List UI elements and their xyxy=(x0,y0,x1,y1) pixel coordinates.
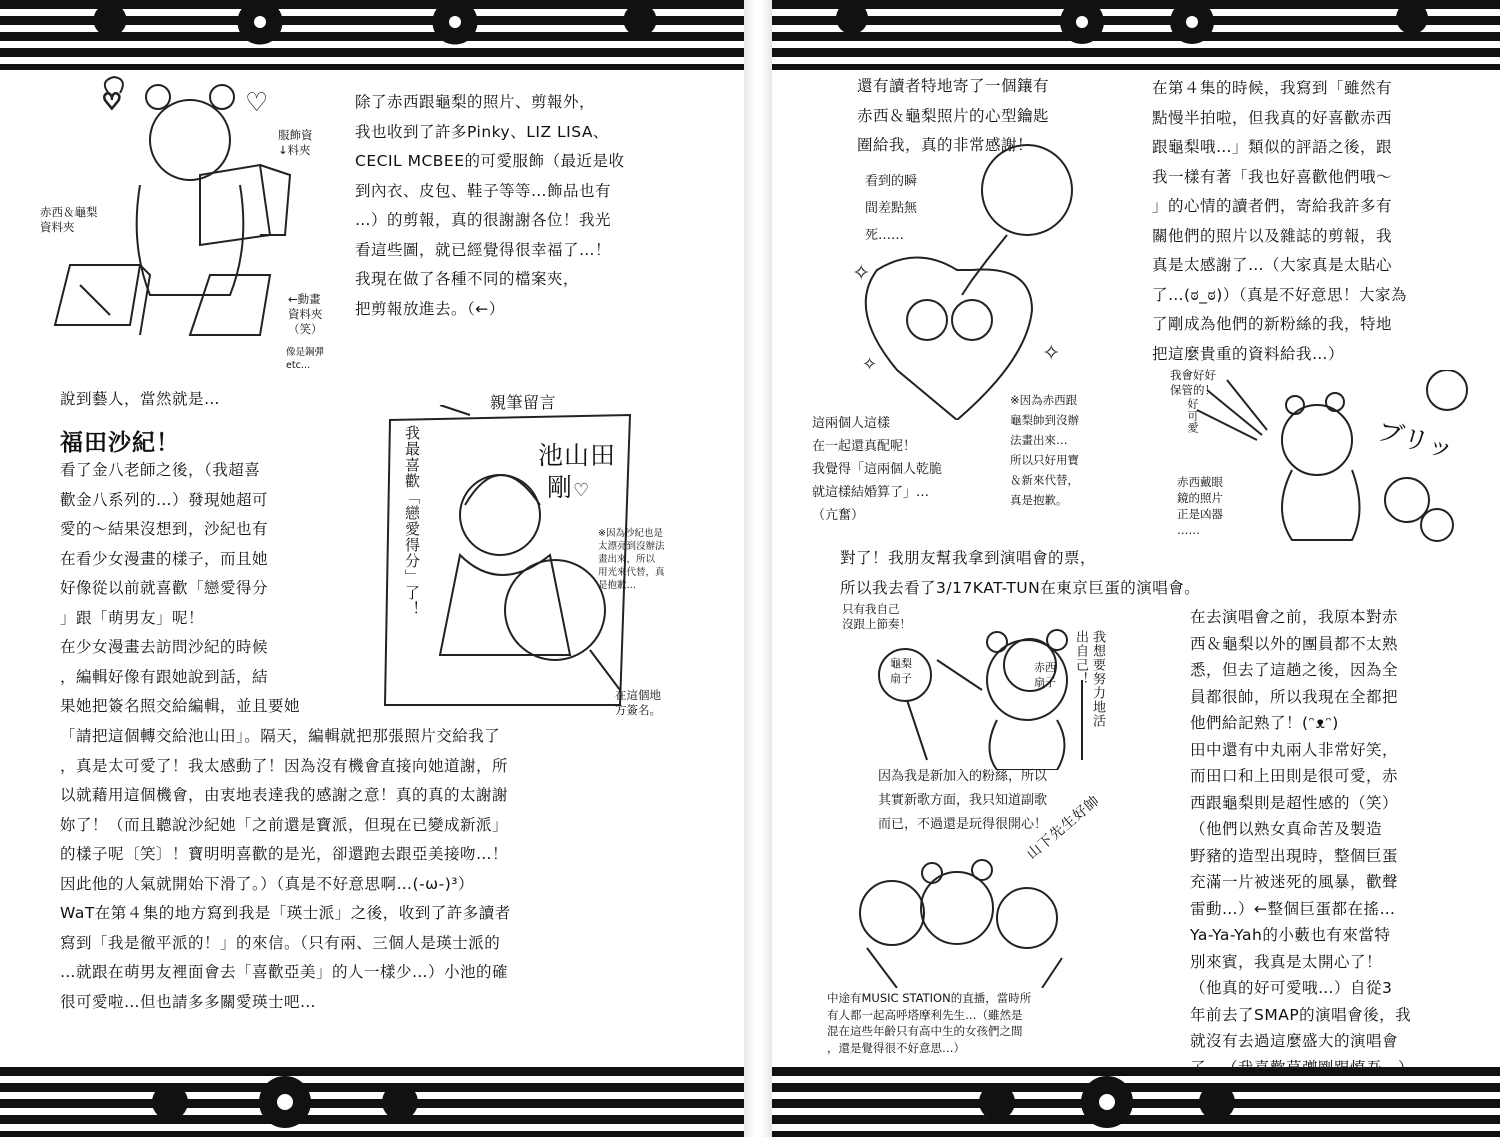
akanishi-folder-label: 赤西＆龜梨 資料夾 xyxy=(40,205,98,234)
anime-folder-note: 像是鋼彈 etc… xyxy=(286,347,325,371)
page-gutter xyxy=(744,0,772,1137)
sound-effect: ブリッ xyxy=(1373,416,1458,466)
anime-folder-label: ←動畫 資料夾 （笑） xyxy=(288,292,323,336)
photo-substitute-note: ※因為沙紀也是 太漂亮到沒辦法 畫出來，所以 用光來代替，真 是抱歉… xyxy=(598,528,665,591)
left-page xyxy=(0,0,744,1137)
kamenashi-fan-label: 龜梨 扇子 xyxy=(890,657,912,685)
sign-here-note: 在這個地 方簽名。 xyxy=(615,688,661,717)
left-paragraph-3: WaT在第４集的地方寫到我是「瑛士派」之後，收到了許多讀者 寫到「我是徹平派的！」的來信。（只有兩、三個人是瑛士派的 …就跟在萌男友裡面會去「喜歡亞美」的人一樣少…）小池的確 很可愛啦…但也請多多關愛瑛士吧… xyxy=(60,904,511,1011)
svg-text:♡: ♡ xyxy=(102,90,122,115)
vertical-message: 我最喜歡「戀愛得分」了！ xyxy=(403,425,421,617)
left-top-paragraph: 除了赤西跟龜梨的照片、剪報外， 我也收到了許多Pinky、LIZ LISA、 CECIL MCBEE的可愛服飾（最近是收 到內衣、皮包、鞋子等等…飾品也有 …）的剪報，真的很謝謝各位！我光 看這些圖，就已經覺得很幸福了…！ 我現在做了各種不同的檔案夾， 把剪報放進去。（←） xyxy=(355,93,625,318)
right-col1-paragraph: 還有讀者特地寄了一個鑲有 赤西＆龜梨照片的心型鑰匙 圈給我，真的非常感謝！ xyxy=(857,77,1050,154)
left-paragraph-1: 看了金八老師之後，（我超喜 歡金八系列的…）發現她超可 愛的～結果沒想到，沙紀也有 在看少女漫畫的樣子，而且她 好像從以前就喜歡「戀愛得分 」跟「萌男友」呢！ 在少女漫畫去訪問沙紀的時候 ，編輯好像有跟她說到話，結 果她把簽名照交給編輯，並且要她 xyxy=(60,461,301,715)
svg-text:✧: ✧ xyxy=(852,261,871,286)
intro-line: 說到藝人，當然就是… xyxy=(60,390,221,408)
cute-exclamation: 好可愛 xyxy=(1186,398,1199,434)
handwritten-message-label: 親筆留言 xyxy=(490,393,557,412)
right-col2-paragraph: 在第４集的時候，我寫到「雖然有 點慢半拍啦，但我真的好喜歡赤西 跟龜梨哦…」類似的評語之後，跟 我一樣有著「我也好喜歡他們哦～ 」的心情的讀者們，寄給我許多有 關他們的照片以及雜誌的剪報，我 真是太感謝了…（大家真是太貼心 了…(ಠ_ಠ)）（真是不好意思！大家為 了剛成為他們的新粉絲的我，特地 把這麼貴重的資料給我…） xyxy=(1152,79,1407,363)
rhythm-note: 只有我自己 沒跟上節奏！ xyxy=(842,602,911,631)
fashion-folder-label: 服飾資 ↓料夾 xyxy=(278,128,313,157)
celebrity-heading: 福田沙紀！ xyxy=(60,430,180,456)
akanishi-fan-label: 赤西 扇子 xyxy=(1034,661,1056,689)
heart-keychain-sketch xyxy=(832,140,1082,420)
effort-note: 我想要努力地活出自己！ xyxy=(1073,630,1105,728)
svg-text:♡: ♡ xyxy=(245,88,269,118)
svg-text:✧: ✧ xyxy=(1042,341,1061,366)
glasses-photo-note: 赤西戴眼 鏡的照片 正是凶器 …… xyxy=(1177,475,1223,537)
face-emote: (-ω-)³ xyxy=(412,874,458,893)
keychain-caption: 這兩個人這樣 在一起還真配呢！ 我覺得「這兩個人乾脆 就這樣結婚算了」… （亢奮） xyxy=(812,416,943,523)
keep-note: 我會好好 保管的！ xyxy=(1170,368,1216,397)
flower-border-bottom-right xyxy=(772,1067,1500,1137)
left-paragraph-2: 「請把這個轉交給池山田」。隔天，編輯就把那張照片交給我了 ，真是太可愛了！我太感動了！因為沒有機會直接向她道謝，所 以就藉用這個機會，由衷地表達我的感謝之意！真的真的太謝謝 妳了！（而且聽說沙紀她「之前還是寶派，但現在已變成新派」 的樣子呢〔笑〕！寶明明喜歡的是光，卻還跑去跟亞美接吻…！ 因此他的人氣就開始下滑了。）（真是不好意思啊…(-ω-)³） xyxy=(60,727,509,893)
right-page xyxy=(772,0,1500,1137)
fan-bear-sketch xyxy=(867,620,1197,770)
flower-border-bottom xyxy=(0,1067,744,1137)
author-signature: 池山田 剛♡ xyxy=(538,441,617,502)
moment-note: 看到的瞬 間差點無 死…… xyxy=(865,174,918,243)
music-station-note: 中途有MUSIC STATION的直播，當時所 有人都一起高呼塔摩利先生…（雖然是 混在這些年齡只有高中生的女孩們之間 ，還是覺得很不好意思…） xyxy=(827,991,1032,1055)
shout-text: 山下先生好帥 xyxy=(1023,792,1104,863)
concert-intro: 對了！我朋友幫我拿到演唱會的票， 所以我去看了3/17KAT-TUN在東京巨蛋的演唱會。 xyxy=(840,549,1201,597)
svg-text:✧: ✧ xyxy=(862,354,878,375)
shouting-bear-sketch xyxy=(852,848,1092,988)
new-fan-note: 因為我是新加入的粉絲，所以 其實新歌方面，我只知道副歌 而已，不過還是玩得很開心！ xyxy=(878,769,1048,832)
flower-border-top xyxy=(0,0,744,70)
right-col3-paragraph: 在去演唱會之前，我原本對赤 西＆龜梨以外的團員都不太熟 悉，但去了這趟之後，因為全 員都很帥，所以我現在全都把 他們給記熟了！(ᵔᴥᵔ) 田中還有中丸兩人非常好笑， 而田口和上田則是很可愛，赤 西跟龜梨則是超性感的（笑） （他們以熟女真命苦及製造 野豬的造型出現時，整個巨蛋 充滿一片被迷死的風暴，歡聲 雷動…）←整個巨蛋都在搖… Ya-Ya-Yah的小藪也有來當特 別來賓，我真是太開心了！ （他真的好可愛哦…）自從3 年前去了SMAP的演唱會後，我 就沒有去過這麼盛大的演唱會 xyxy=(1190,608,1412,1050)
flower-border-top-right xyxy=(772,0,1500,70)
substitute-note-right: ※因為赤西跟 龜梨帥到沒辦 法畫出來… 所以只好用寶 ＆新來代替， 真是抱歉。 xyxy=(1010,393,1079,507)
